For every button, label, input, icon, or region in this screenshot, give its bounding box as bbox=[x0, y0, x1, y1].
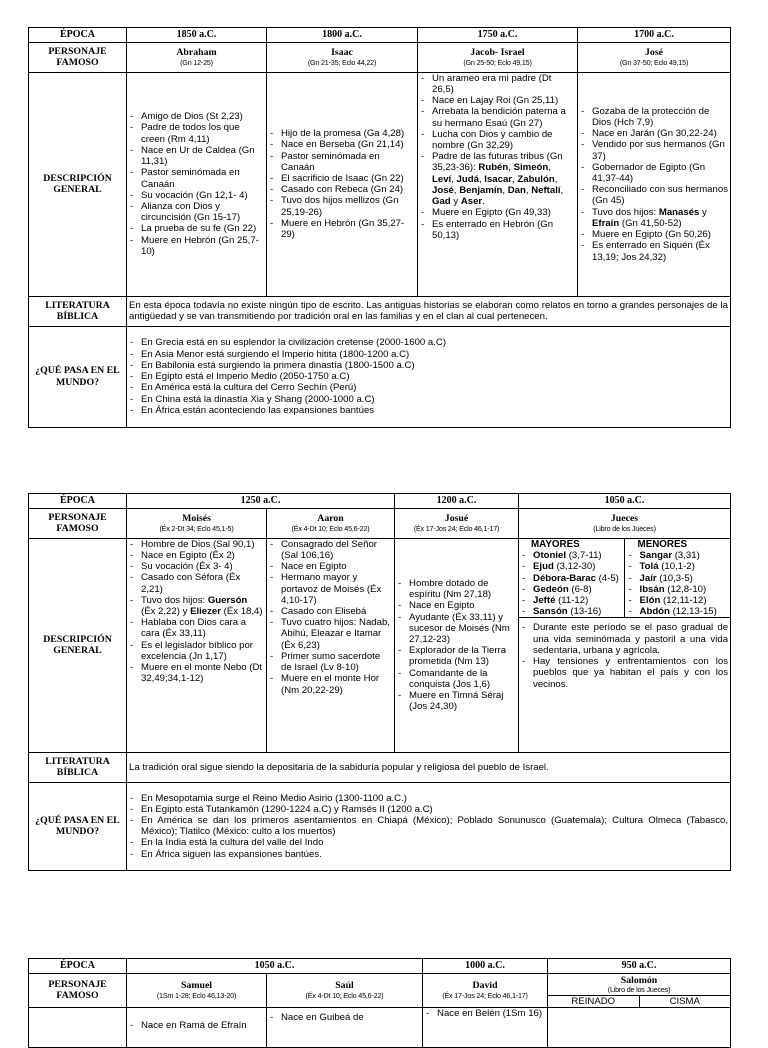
list-item: - Casado con Elisebá bbox=[269, 606, 392, 617]
list-item: - En China está la dinastía Xia y Shang (2000-1000 a.C) bbox=[129, 394, 728, 405]
person-name: Moisés bbox=[182, 513, 211, 525]
person-name: Saúl bbox=[335, 980, 354, 992]
list-item: - Muere en el monte Nebo (Dt 32,49;34,1-12) bbox=[129, 662, 264, 684]
jueces-notes bbox=[519, 618, 730, 689]
list-item: - Es enterrado en Siquén (Éx 13,19; Jos 24,32) bbox=[580, 240, 728, 262]
list-item: - En Asia Menor está surgiendo el Imperio hitita (1800-1200 a.C) bbox=[129, 349, 728, 360]
list-item: - Vendido por sus hermanos (Gn 37) bbox=[580, 139, 728, 161]
list-item: - Nace en Jarán (Gn 30,22-24) bbox=[580, 128, 728, 139]
mayores-col bbox=[519, 539, 624, 618]
list-item: - Ibsán (12,8-10) bbox=[628, 584, 731, 595]
list-item: - Padre de todos los que creen (Rm 4,11) bbox=[129, 122, 264, 144]
person-name: Samuel bbox=[180, 980, 213, 992]
person-ref: (Éx 17-Jos 24; Eclo 46,1-17) bbox=[442, 990, 528, 1000]
list-item: - Gobernador de Egipto (Gn 41,37-44) bbox=[580, 162, 728, 184]
person-cell bbox=[267, 42, 418, 72]
era-cell: 1700 a.C. bbox=[578, 28, 731, 43]
person-cell bbox=[578, 42, 731, 72]
list-item: - Durante este período se el paso gradual de una vida seminómada y pastoril a una vida sedentaria, urbana y agrícola. bbox=[521, 622, 728, 656]
era-cell: 1850 a.C. bbox=[127, 28, 267, 43]
person-cell bbox=[267, 508, 395, 538]
list-item: - En Mesopotamia surge el Reino Medio Asirio (1300-1100 a.C.) bbox=[129, 793, 728, 804]
era-cell: 950 a.C. bbox=[548, 959, 731, 974]
person-ref: (Éx 4-Dt 10; Eclo 45,6-22) bbox=[305, 990, 384, 1000]
list-item: - Muere en Timná Séraj (Jos 24,30) bbox=[397, 690, 516, 712]
person-cell bbox=[519, 508, 731, 538]
list-item: - Nace en Ramá de Efraín bbox=[129, 1020, 264, 1031]
desc-cell bbox=[267, 538, 395, 752]
list-item: - Tuvo dos hijos: Guersón (Éx 2,22) y Eliezer (Éx 18,4) bbox=[129, 595, 264, 617]
mundo-row bbox=[29, 326, 731, 427]
list-item: - Otoniel (3,7-11) bbox=[521, 550, 624, 561]
person-name: Jacob- Israel bbox=[470, 47, 525, 59]
desc-cell bbox=[267, 1007, 423, 1047]
list-item: - Hablaba con Dios cara a cara (Éx 33,11) bbox=[129, 617, 264, 639]
list-item: - Pastor seminómada en Canaán bbox=[269, 151, 415, 173]
list-item: - Nace en Egipto (Éx 2) bbox=[129, 550, 264, 561]
person-ref: (Gn 21-35; Eclo 44,22) bbox=[307, 57, 377, 67]
person-name: Jueces bbox=[610, 513, 639, 525]
list-item: - El sacrificio de Isaac (Gn 22) bbox=[269, 173, 415, 184]
list-item: - Sangar (3,31) bbox=[628, 550, 731, 561]
person-cell bbox=[267, 973, 423, 1007]
list-item: - Lucha con Dios y cambio de nombre (Gn 32,29) bbox=[420, 129, 575, 151]
era-cell: 1200 a.C. bbox=[395, 494, 519, 509]
person-name: David bbox=[472, 980, 498, 992]
era-cell: 1250 a.C. bbox=[127, 494, 395, 509]
list-item: - Elón (12,11-12) bbox=[628, 595, 731, 606]
epoca-label: ÉPOCA bbox=[29, 959, 127, 974]
list-item: - Casado con Séfora (Éx 2,21) bbox=[129, 572, 264, 594]
list-item: - Muere en Egipto (Gn 49,33) bbox=[420, 207, 575, 218]
desc-cell bbox=[548, 1007, 731, 1047]
desc-cell bbox=[423, 1007, 548, 1047]
mundo-cell bbox=[127, 326, 731, 427]
epoca-label: ÉPOCA bbox=[29, 28, 127, 43]
list-item: - Tuvo dos hijos: Manasés y Efraín (Gn 41,50-52) bbox=[580, 207, 728, 229]
epoca-row bbox=[29, 28, 731, 43]
table-reyes bbox=[28, 958, 731, 1048]
person-name: José bbox=[645, 47, 663, 59]
descripcion-label bbox=[29, 1007, 127, 1047]
person-ref: (Éx 4-Dt 10; Eclo 45,6-22) bbox=[291, 523, 370, 533]
list-item: - Tuvo dos hijos mellizos (Gn 25,19-26) bbox=[269, 195, 415, 217]
list-item: - La prueba de su fe (Gn 22) bbox=[129, 223, 264, 234]
list-item: - Padre de las futuras tribus (Gn 35,23-36): Rubén, Simeón, Leví, Judá, Isacar, Zabulón, José, Benjamín, Dan, Neftalí, Gad y Aser. bbox=[420, 151, 575, 207]
list-item: - Arrebata la bendición paterna a su hermano Esaú (Gn 27) bbox=[420, 106, 575, 128]
list-item: - En América se dan los primeros asentamientos en Chiapá (México); Poblado Sonunusco (Guatemala); Cultura Olmeca (Tabasco, México); Tlatilco (México: culto a los muertos) bbox=[129, 815, 728, 837]
literatura-row bbox=[29, 752, 731, 782]
person-ref: (Gn 37-50; Eclo 49,15) bbox=[619, 57, 689, 67]
person-ref: (Libro de los Jueces) bbox=[593, 523, 656, 533]
list-item: - Abdón (12,13-15) bbox=[628, 606, 731, 617]
literatura-text: En esta época todavía no existe ningún tipo de escrito. Las antiguas historias se elaboran como relatos en torno a grandes personajes de la antigüedad y se van transmitiendo por tradición oral en las familias y en el clan al cual pertenecen. bbox=[127, 296, 731, 326]
descripcion-label: DESCRIPCIÓN GENERAL bbox=[29, 72, 127, 296]
list-item: - En Babilonia está surgiendo la primera dinastía (1800-1500 a.C) bbox=[129, 360, 728, 371]
list-item: - En África están aconteciendo las expansiones bantúes bbox=[129, 405, 728, 416]
list-item: - Su vocación (Éx 3- 4) bbox=[129, 561, 264, 572]
list-item: - Nace en Egipto bbox=[269, 561, 392, 572]
list-item: - En Egipto está Tutankamón (1290-1224 a.C) y Ramsés II (1200 a.C) bbox=[129, 804, 728, 815]
list-item: - Ayudante (Éx 33,11) y sucesor de Moisés (Nm 27,12-23) bbox=[397, 612, 516, 646]
desc-cell bbox=[127, 1007, 267, 1047]
personaje-row bbox=[29, 42, 731, 72]
list-item: - Sansón (13-16) bbox=[521, 606, 624, 617]
list-item: - Gozaba de la protección de Dios (Hch 7,9) bbox=[580, 106, 728, 128]
list-item: - Jefté (11-12) bbox=[521, 595, 624, 606]
era-cell: 1050 a.C. bbox=[519, 494, 731, 509]
person-cell bbox=[127, 973, 267, 1007]
literatura-row bbox=[29, 296, 731, 326]
mundo-label: ¿QUÉ PASA EN EL MUNDO? bbox=[29, 782, 127, 870]
list-item: - Un arameo era mi padre (Dt 26,5) bbox=[420, 73, 575, 95]
desc-cell bbox=[395, 538, 519, 752]
person-cell bbox=[418, 42, 578, 72]
list-item: - Muere en Hebrón (Gn 25,7-10) bbox=[129, 235, 264, 257]
list-item: - Su vocación (Gn 12,1- 4) bbox=[129, 190, 264, 201]
list-item: - Hermano mayor y portavoz de Moisés (Éx 4,10-17) bbox=[269, 572, 392, 606]
desc-cell bbox=[127, 538, 267, 752]
era-cell: 1750 a.C. bbox=[418, 28, 578, 43]
jueces-cell bbox=[519, 538, 731, 752]
list-item: - Comandante de la conquista (Jos 1,6) bbox=[397, 668, 516, 690]
list-item: - Amigo de Dios (St 2,23) bbox=[129, 111, 264, 122]
table-exodo-jueces bbox=[28, 493, 731, 871]
list-item: - Primer sumo sacerdote de Israel (Lv 8-10) bbox=[269, 651, 392, 673]
menores-col bbox=[624, 539, 731, 618]
epoca-label: ÉPOCA bbox=[29, 494, 127, 509]
salomon-subheader bbox=[548, 995, 730, 1007]
list-item: - Alianza con Dios y circuncisión (Gn 15-17) bbox=[129, 201, 264, 223]
personaje-label: PERSONAJE FAMOSO bbox=[29, 973, 127, 1007]
list-item: - Hay tensiones y enfrentamientos con los pueblos que ya habitan el país y con los vecinos. bbox=[521, 656, 728, 690]
literatura-text: La tradición oral sigue siendo la depositaria de la sabiduría popular y religiosa del pueblo de Israel. bbox=[127, 752, 731, 782]
person-ref: (Éx 2-Dt 34; Eclo 45,1-5) bbox=[159, 523, 234, 533]
desc-cell bbox=[418, 72, 578, 296]
list-item: - Hombre de Dios (Sal 90,1) bbox=[129, 539, 264, 550]
reinado-label: REINADO bbox=[571, 995, 616, 1007]
list-item: - En Egipto está el Imperio Medio (2050-1750 a.C) bbox=[129, 371, 728, 382]
jueces-grid bbox=[519, 539, 730, 619]
person-name: Abraham bbox=[176, 47, 217, 59]
person-ref: (Éx 17-Jos 24; Eclo 46,1-17) bbox=[413, 523, 500, 533]
person-ref: (1Sm 1-28; Eclo 46,13-20) bbox=[156, 990, 237, 1000]
personaje-label: PERSONAJE FAMOSO bbox=[29, 508, 127, 538]
literatura-label: LITERATURA BÍBLICA bbox=[29, 296, 127, 326]
literatura-label: LITERATURA BÍBLICA bbox=[29, 752, 127, 782]
list-item: - Casado con Rebeca (Gn 24) bbox=[269, 184, 415, 195]
person-cell bbox=[395, 508, 519, 538]
list-item: - Hijo de la promesa (Ga 4,28) bbox=[269, 128, 415, 139]
person-ref: (Libro de los Jueces) bbox=[607, 985, 671, 995]
list-item: - Nace en Ur de Caldea (Gn 11,31) bbox=[129, 145, 264, 167]
person-ref: (Gn 25-50; Eclo 49,15) bbox=[463, 57, 532, 67]
desc-cell bbox=[578, 72, 731, 296]
list-item: - Nace en Guibeá de bbox=[269, 1012, 420, 1023]
list-item: - Tolá (10,1-2) bbox=[628, 561, 731, 572]
menores-title: MENORES bbox=[637, 538, 688, 550]
list-item: - Muere en el monte Hor (Nm 20,22-29) bbox=[269, 673, 392, 695]
mundo-row bbox=[29, 782, 731, 870]
person-ref: (Gn 12-25) bbox=[180, 57, 213, 67]
list-item: - Nace en Belén (1Sm 16) bbox=[425, 1008, 545, 1019]
desc-cell bbox=[267, 72, 418, 296]
list-item: - Explorador de la Tierra prometida (Nm 13) bbox=[397, 645, 516, 667]
list-item: - Tuvo cuatro hijos: Nadab, Abihú, Eleazar e Itamar (Éx 6,23) bbox=[269, 617, 392, 651]
era-cell: 1800 a.C. bbox=[267, 28, 418, 43]
list-item: - Gedeón (6-8) bbox=[521, 584, 624, 595]
list-item: - Nace en Lajay Roi (Gn 25,11) bbox=[420, 95, 575, 106]
desc-cell bbox=[127, 72, 267, 296]
list-item: - En Grecia está en su esplendor la civilización cretense (2000-1600 a.C) bbox=[129, 337, 728, 348]
descripcion-row bbox=[29, 1007, 731, 1047]
mayores-title: MAYORES bbox=[531, 538, 580, 550]
descripcion-row bbox=[29, 72, 731, 296]
era-cell: 1000 a.C. bbox=[423, 959, 548, 974]
person-name: Aaron bbox=[317, 513, 344, 525]
descripcion-label: DESCRIPCIÓN GENERAL bbox=[29, 538, 127, 752]
person-cell bbox=[127, 508, 267, 538]
list-item: - Muere en Egipto (Gn 50,26) bbox=[580, 229, 728, 240]
list-item: - Muere en Hebrón (Gn 35,27-29) bbox=[269, 218, 415, 240]
cisma-label: CISMA bbox=[639, 996, 731, 1007]
list-item: - En África siguen las expansiones bantúes. bbox=[129, 849, 728, 860]
list-item: - Jaír (10,3-5) bbox=[628, 573, 731, 584]
personaje-row bbox=[29, 508, 731, 538]
mundo-cell bbox=[127, 782, 731, 870]
person-name: Salomón bbox=[620, 974, 658, 986]
person-cell bbox=[423, 973, 548, 1007]
person-cell bbox=[127, 42, 267, 72]
list-item: - Nace en Berseba (Gn 21,14) bbox=[269, 139, 415, 150]
list-item: - Pastor seminómada en Canaán bbox=[129, 167, 264, 189]
personaje-label: PERSONAJE FAMOSO bbox=[29, 42, 127, 72]
list-item: - Hombre dotado de espíritu (Nm 27,18) bbox=[397, 578, 516, 600]
list-item: - Ejud (3,12-30) bbox=[521, 561, 624, 572]
list-item: - Reconciliado con sus hermanos (Gn 45) bbox=[580, 184, 728, 206]
person-name: Isaac bbox=[331, 47, 353, 59]
list-item: - En América está la cultura del Cerro Sechín (Perú) bbox=[129, 382, 728, 393]
personaje-row bbox=[29, 973, 731, 1007]
era-cell: 1050 a.C. bbox=[127, 959, 423, 974]
list-item: - Consagrado del Señor (Sal 106,16) bbox=[269, 539, 392, 561]
person-name: Josué bbox=[444, 513, 469, 525]
epoca-row bbox=[29, 959, 731, 974]
list-item: - Nace en Egipto bbox=[397, 600, 516, 611]
table-patriarcas bbox=[28, 27, 731, 428]
person-cell bbox=[548, 973, 731, 1007]
mundo-label: ¿QUÉ PASA EN EL MUNDO? bbox=[29, 326, 127, 427]
epoca-row bbox=[29, 494, 731, 509]
list-item: - Débora-Barac (4-5) bbox=[521, 573, 624, 584]
list-item: - Es el legislador bíblico por excelencia (Jn 1,17) bbox=[129, 640, 264, 662]
list-item: - En la India está la cultura del valle del Indo bbox=[129, 837, 728, 848]
list-item: - Es enterrado en Hebrón (Gn 50,13) bbox=[420, 219, 575, 241]
descripcion-row bbox=[29, 538, 731, 752]
